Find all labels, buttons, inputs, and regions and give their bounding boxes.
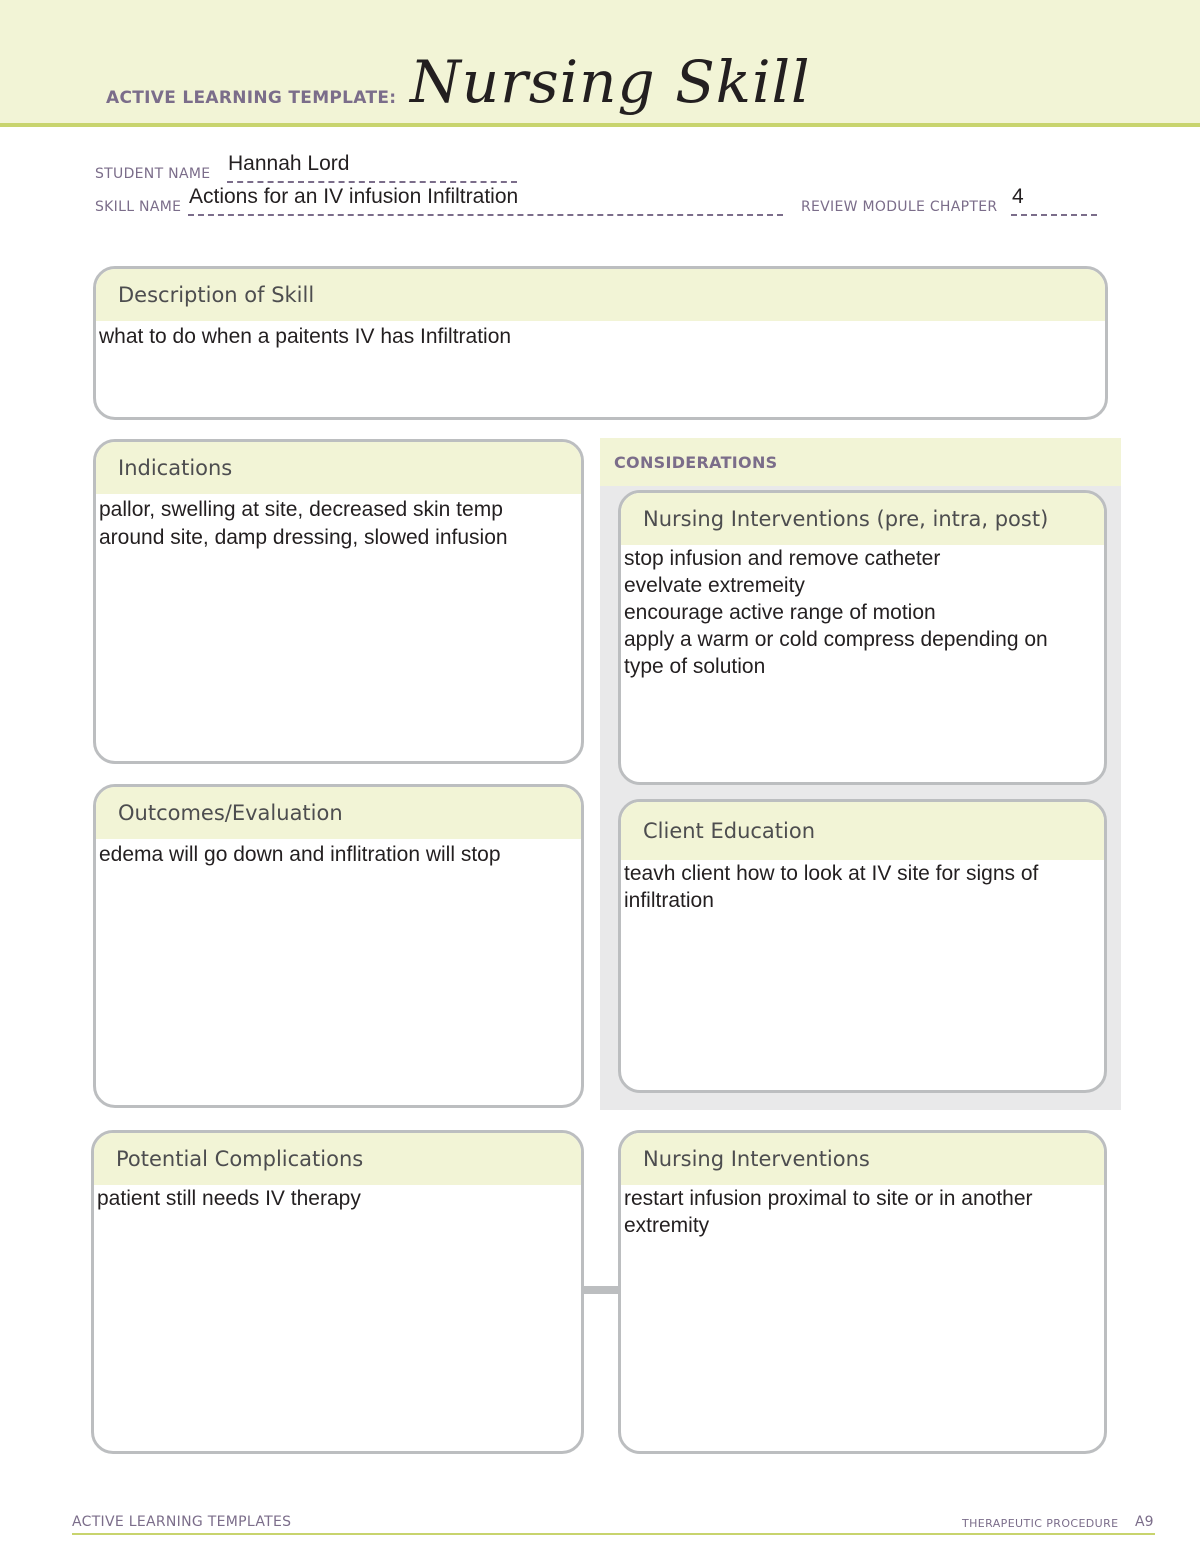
interventions-box — [618, 1130, 1107, 1454]
interventions-heading: Nursing Interventions — [621, 1133, 1104, 1185]
considerations-heading: CONSIDERATIONS — [600, 438, 1121, 486]
description-box — [93, 266, 1108, 420]
header-rule — [0, 123, 1200, 127]
outcomes-heading: Outcomes/Evaluation — [96, 787, 581, 839]
indications-text[interactable]: pallor, swelling at site, decreased skin temp around site, damp dressing, slowed infusion — [99, 498, 508, 549]
indications-box — [93, 439, 584, 764]
nursing-interventions-text[interactable]: stop infusion and remove catheter evelvate extremeity encourage active range of motion apply a warm or cold compress depending on type of solution — [624, 547, 1048, 678]
review-module-line — [1011, 214, 1097, 216]
description-text[interactable]: what to do when a paitents IV has Infiltration — [99, 325, 512, 348]
skill-name-line — [188, 214, 783, 216]
client-education-box — [618, 799, 1107, 1093]
client-education-heading: Client Education — [621, 802, 1104, 860]
indications-heading: Indications — [96, 442, 581, 494]
skill-name-label: SKILL NAME — [95, 199, 182, 215]
footer-right: THERAPEUTIC PROCEDURE — [962, 1517, 1119, 1530]
nursing-interventions-heading: Nursing Interventions (pre, intra, post) — [621, 493, 1104, 545]
student-name-line — [227, 181, 517, 183]
page-title: Nursing Skill — [410, 48, 811, 116]
footer-page-number: A9 — [1135, 1514, 1154, 1530]
skill-name-field[interactable]: Actions for an IV infusion Infiltration — [189, 185, 519, 208]
review-module-field[interactable]: 4 — [1012, 185, 1024, 208]
client-education-text[interactable]: teavh client how to look at IV site for signs of infiltration — [624, 862, 1039, 912]
outcomes-text[interactable]: edema will go down and inflitration will stop — [99, 843, 501, 866]
complications-text[interactable]: patient still needs IV therapy — [97, 1187, 361, 1210]
connector-bar — [583, 1286, 621, 1294]
nursing-interventions-box — [618, 490, 1107, 785]
outcomes-box — [93, 784, 584, 1108]
student-name-field[interactable]: Hannah Lord — [228, 152, 350, 175]
description-heading: Description of Skill — [96, 269, 1105, 321]
footer-rule — [72, 1533, 1155, 1535]
review-module-label: REVIEW MODULE CHAPTER — [801, 199, 998, 215]
student-name-label: STUDENT NAME — [95, 166, 211, 182]
interventions-text[interactable]: restart infusion proximal to site or in another extremity — [624, 1187, 1033, 1237]
complications-box — [91, 1130, 584, 1454]
template-label: ACTIVE LEARNING TEMPLATE: — [106, 88, 397, 108]
complications-heading: Potential Complications — [94, 1133, 581, 1185]
footer-left: ACTIVE LEARNING TEMPLATES — [72, 1514, 292, 1530]
